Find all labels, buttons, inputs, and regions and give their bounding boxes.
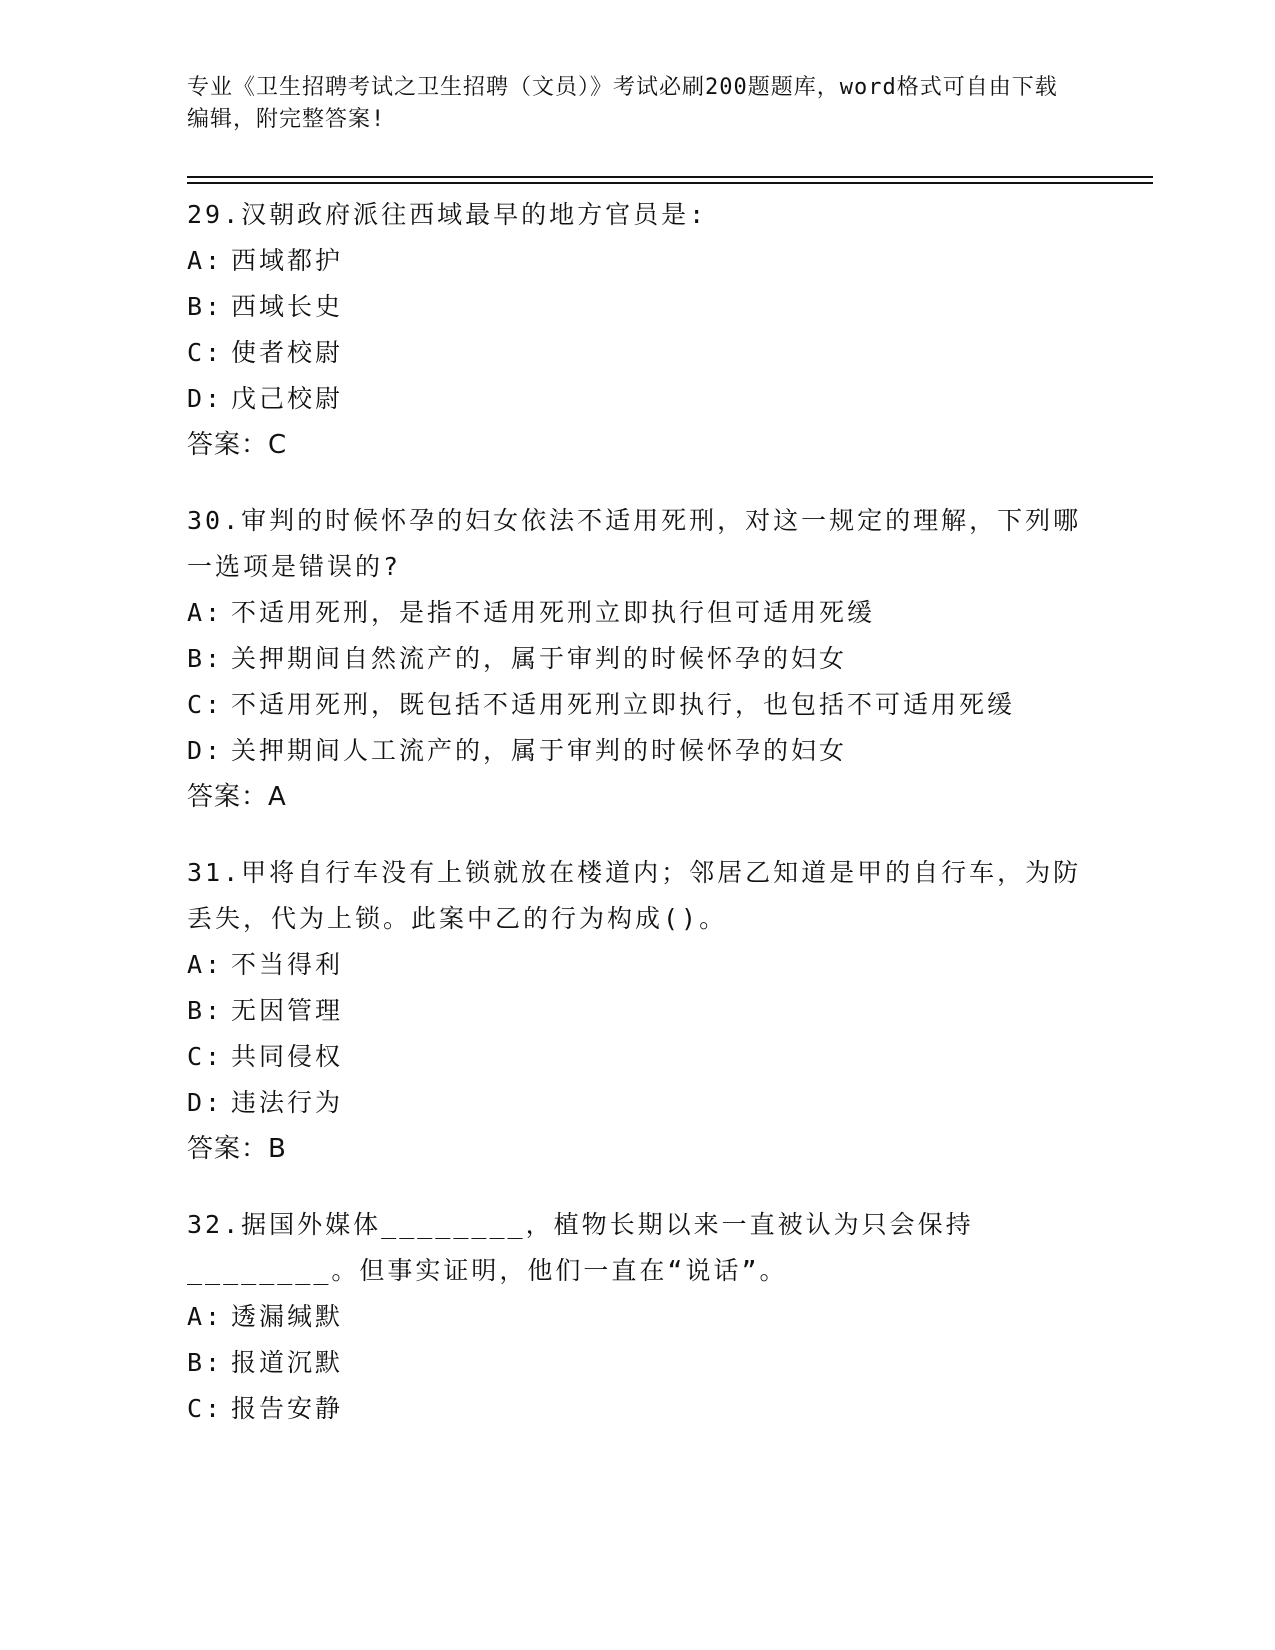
option-text: 不适用死刑，既包括不适用死刑立即执行，也包括不可适用死缓: [231, 690, 1016, 719]
option-label: B:: [187, 644, 224, 673]
question-32: [187, 1202, 1087, 1432]
option-d: [187, 1080, 1087, 1126]
option-label: C:: [187, 690, 224, 719]
option-a: [187, 942, 1087, 988]
option-label: A:: [187, 950, 224, 979]
option-c: [187, 1034, 1087, 1080]
question-stem: 32.据国外媒体________，植物长期以来一直被认为只会保持________。但事实证明，他们一直在“说话”。: [187, 1210, 974, 1285]
header-rule-top: [187, 176, 1153, 178]
option-label: B:: [187, 1348, 224, 1377]
question-30: [187, 498, 1087, 820]
option-a: [187, 1294, 1087, 1340]
option-label: A:: [187, 246, 224, 275]
option-text: 不适用死刑，是指不适用死刑立即执行但可适用死缓: [231, 598, 876, 627]
option-text: 共同侵权: [231, 1042, 344, 1071]
option-a: [187, 590, 1087, 636]
option-text: 关押期间人工流产的，属于审判的时候怀孕的妇女: [231, 736, 848, 765]
header-rule-bottom: [187, 182, 1153, 184]
option-label: C:: [187, 1394, 224, 1423]
option-b: [187, 1340, 1087, 1386]
answer: 答案：B: [187, 1134, 287, 1164]
question-stem: 29.汉朝政府派往西域最早的地方官员是:: [187, 200, 708, 229]
option-c: [187, 682, 1087, 728]
option-text: 报告安静: [231, 1394, 344, 1423]
option-text: 不当得利: [231, 950, 344, 979]
option-label: D:: [187, 384, 224, 413]
option-c: [187, 1386, 1087, 1432]
option-label: D:: [187, 1088, 224, 1117]
question-31: [187, 850, 1087, 1172]
option-label: C:: [187, 338, 224, 367]
answer: 答案：A: [187, 782, 287, 812]
option-text: 无因管理: [231, 996, 344, 1025]
option-label: B:: [187, 996, 224, 1025]
option-label: A:: [187, 598, 224, 627]
option-text: 使者校尉: [231, 338, 344, 367]
option-text: 关押期间自然流产的，属于审判的时候怀孕的妇女: [231, 644, 848, 673]
option-c: [187, 330, 1087, 376]
option-d: [187, 728, 1087, 774]
question-list: [187, 192, 1087, 1462]
document-header: 专业《卫生招聘考试之卫生招聘（文员）》考试必刷200题题库，word格式可自由下载编辑，附完整答案!: [187, 75, 1058, 132]
answer: 答案：C: [187, 430, 288, 460]
option-d: [187, 376, 1087, 422]
question-29: [187, 192, 1087, 468]
option-a: [187, 238, 1087, 284]
option-b: [187, 284, 1087, 330]
question-stem: 30.审判的时候怀孕的妇女依法不适用死刑，对这一规定的理解，下列哪一选项是错误的?: [187, 506, 1082, 581]
option-label: C:: [187, 1042, 224, 1071]
option-text: 西域长史: [231, 292, 344, 321]
option-label: A:: [187, 1302, 224, 1331]
option-text: 透漏缄默: [231, 1302, 344, 1331]
option-label: D:: [187, 736, 224, 765]
option-b: [187, 636, 1087, 682]
option-text: 西域都护: [231, 246, 344, 275]
option-b: [187, 988, 1087, 1034]
option-text: 戊己校尉: [231, 384, 344, 413]
option-text: 违法行为: [231, 1088, 344, 1117]
option-text: 报道沉默: [231, 1348, 344, 1377]
option-label: B:: [187, 292, 224, 321]
question-stem: 31.甲将自行车没有上锁就放在楼道内；邻居乙知道是甲的自行车，为防丢失，代为上锁。此案中乙的行为构成()。: [187, 858, 1082, 933]
